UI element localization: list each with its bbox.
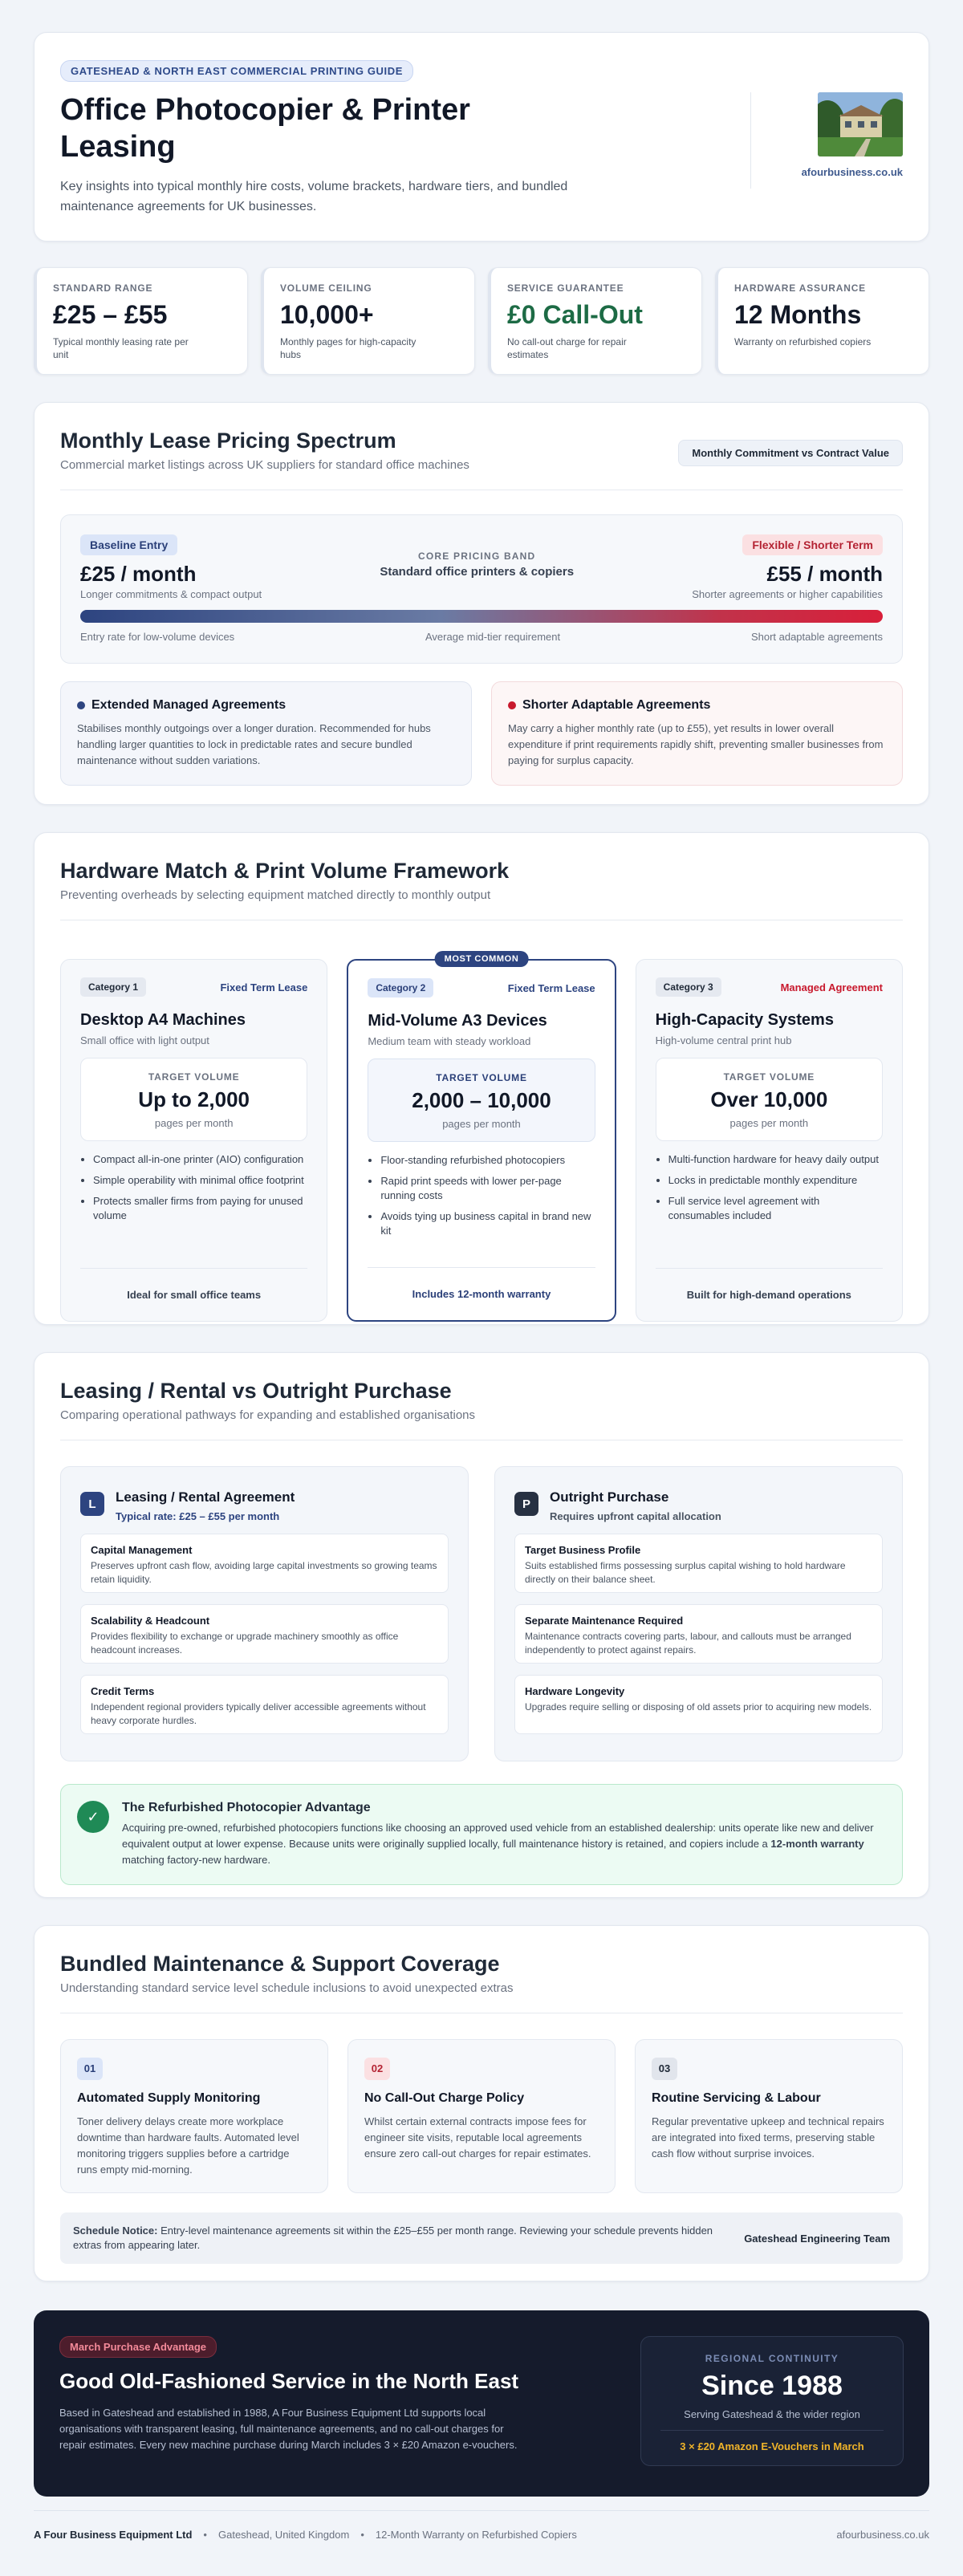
item-desc: Upgrades require selling or disposing of old assets prior to acquiring new models.	[525, 1701, 872, 1713]
stat-label: HARDWARE ASSURANCE	[734, 282, 866, 294]
tier-sub: High-volume central print hub	[655, 1034, 792, 1046]
stat-volume-ceiling	[261, 267, 475, 375]
target-volume-box	[368, 1058, 595, 1142]
tier-term: Fixed Term Lease	[220, 981, 308, 993]
section-subtitle: Understanding standard service level schedule inclusions to avoid unexpected extras	[60, 1981, 514, 1995]
card-title: Automated Supply Monitoring	[77, 2091, 261, 2105]
guide-eyebrow: GATESHEAD & NORTH EAST COMMERCIAL PRINTING GUIDE	[60, 60, 413, 82]
volume-value: Over 10,000	[710, 1087, 828, 1111]
march-badge: March Purchase Advantage	[59, 2336, 217, 2358]
lease-column	[60, 1466, 469, 1761]
comparison-item	[514, 1604, 883, 1664]
comparison-columns	[60, 1466, 903, 1761]
comparison-item	[514, 1534, 883, 1593]
lease-letter-icon: L	[80, 1492, 104, 1516]
voucher-offer: 3 × £20 Amazon E-Vouchers in March	[680, 2440, 864, 2452]
footer-warranty: 12-Month Warranty on Refurbished Copiers	[375, 2529, 577, 2541]
section-title: Leasing / Rental vs Outright Purchase	[60, 1379, 452, 1403]
item-title: Hardware Longevity	[525, 1685, 625, 1697]
tier-term: Managed Agreement	[780, 981, 883, 993]
stat-desc: Monthly pages for high-capacity hubs	[280, 336, 416, 360]
item-title: Credit Terms	[91, 1685, 155, 1697]
tier-sub: Medium team with steady workload	[368, 1035, 531, 1047]
volume-unit: pages per month	[442, 1118, 521, 1130]
flexible-note: Shorter agreements or higher capabilities	[692, 588, 883, 600]
maintenance-cards	[60, 2039, 903, 2193]
target-volume-box	[80, 1058, 307, 1141]
volume-value: Up to 2,000	[138, 1087, 250, 1111]
card-number: 02	[364, 2058, 390, 2080]
section-title: Bundled Maintenance & Support Coverage	[60, 1952, 500, 1976]
hardware-section	[34, 832, 929, 1325]
schedule-notice	[60, 2212, 903, 2264]
comparison-item	[80, 1675, 449, 1734]
item-title: Separate Maintenance Required	[525, 1615, 684, 1627]
refurb-title: The Refurbished Photocopier Advantage	[122, 1801, 371, 1814]
volume-value: 2,000 – 10,000	[412, 1088, 551, 1112]
stat-desc: Typical monthly leasing rate per unit	[53, 336, 189, 360]
volume-unit: pages per month	[154, 1117, 234, 1129]
card-number: 03	[652, 2058, 677, 2080]
separator-dot-icon: •	[203, 2529, 207, 2541]
banner-title: Good Old-Fashioned Service in the North East	[59, 2369, 519, 2393]
volume-unit: pages per month	[729, 1117, 809, 1129]
item-desc: Maintenance contracts covering parts, labour, and callouts must be arranged independently to protect against repairs.	[525, 1631, 851, 1656]
list-item: • Full service level agreement with consumables included	[668, 1194, 883, 1223]
card-desc: Whilst certain external contracts impose fees for engineer site visits, reputable local agreements ensure zero call-out charges for repair estimates.	[364, 2115, 591, 2160]
box-label: REGIONAL CONTINUITY	[705, 2353, 839, 2364]
pricing-spectrum	[60, 514, 903, 664]
spectrum-foot-right: Short adaptable agreements	[750, 631, 883, 643]
separator-dot-icon: •	[360, 2529, 364, 2541]
volume-label: TARGET VOLUME	[148, 1071, 240, 1083]
list-item: • Compact all-in-one printer (AIO) configuration	[93, 1152, 307, 1167]
list-item: • Floor-standing refurbished photocopiers	[380, 1153, 595, 1168]
card-title: Routine Servicing & Labour	[652, 2091, 821, 2105]
agreement-title: Extended Managed Agreements	[91, 698, 286, 712]
tier-sub: Small office with light output	[80, 1034, 209, 1046]
banner-desc: Based in Gateshead and established in 1988, A Four Business Equipment Ltd supports local organisations with transparent leasing, full maintenance agreements, and no call-out charges for repair estimates. Every new machine purchase during March includes 3 × £20 Amazon e-vouchers.	[59, 2407, 518, 2451]
volume-label: TARGET VOLUME	[723, 1071, 815, 1083]
header-brand	[750, 92, 903, 189]
stat-label: VOLUME CEILING	[280, 282, 372, 294]
page-description: Key insights into typical monthly hire costs, volume brackets, hardware tiers, and bundled maintenance agreements for UK businesses.	[60, 180, 568, 213]
tier-name: Mid-Volume A3 Devices	[368, 1012, 547, 1030]
comparison-section	[34, 1352, 929, 1898]
tier-card-desktop	[60, 959, 327, 1322]
hardware-tiers	[60, 954, 903, 1322]
refurb-desc: Acquiring pre-owned, refurbished photocopiers functions like choosing an approved used vehicle from an established dealership: units operate like new and deliver equivalent output at lower expense. Because units were originally supplied locally, full maintenance history is retained, and copiers include a 12-month warranty matching factory-new hardware.	[122, 1822, 874, 1866]
header-card	[34, 32, 929, 242]
regional-continuity-box	[640, 2336, 904, 2466]
notice-team: Gateshead Engineering Team	[744, 2232, 890, 2245]
item-title: Scalability & Headcount	[91, 1615, 210, 1627]
item-title: Target Business Profile	[525, 1544, 641, 1556]
feature-list	[656, 1152, 883, 1223]
tier-category: Category 2	[368, 978, 433, 997]
agreement-desc: Stabilises monthly outgoings over a longer duration. Recommended for hubs handling larger quantities to lock in predictable rates and secure bundled maintenance without sudden variations.	[77, 722, 431, 766]
page-footer	[34, 2510, 929, 2558]
spectrum-foot-center: Average mid-tier requirement	[425, 631, 561, 643]
pricing-section	[34, 402, 929, 805]
stat-label: STANDARD RANGE	[53, 282, 153, 294]
card-number: 01	[77, 2058, 103, 2080]
footer-domain[interactable]: afourbusiness.co.uk	[836, 2529, 929, 2541]
tier-card-mid-volume	[347, 954, 616, 1322]
stat-value: £25 – £55	[53, 300, 168, 329]
item-title: Capital Management	[91, 1544, 193, 1556]
agreement-title: Shorter Adaptable Agreements	[522, 698, 711, 712]
list-item: • Protects smaller firms from paying for unused volume	[93, 1194, 307, 1223]
most-common-badge: MOST COMMON	[435, 951, 529, 967]
tier-card-high-capacity	[636, 959, 903, 1322]
comparison-item	[514, 1675, 883, 1734]
tier-footer: Includes 12-month warranty	[368, 1267, 595, 1320]
header-domain[interactable]: afourbusiness.co.uk	[801, 166, 903, 178]
maintenance-card	[347, 2039, 616, 2193]
tier-footer: Ideal for small office teams	[80, 1268, 307, 1321]
tier-term: Fixed Term Lease	[507, 981, 595, 994]
pricing-tag: Monthly Commitment vs Contract Value	[678, 440, 903, 466]
item-desc: Preserves upfront cash flow, avoiding large capital investments so growing teams retain liquidity.	[91, 1560, 437, 1585]
notice-text: Schedule Notice: Entry-level maintenance agreements sit within the £25–£55 per month range. Reviewing your schedule prevents hidden extras from appearing later.	[73, 2225, 713, 2251]
feature-list	[368, 1153, 595, 1238]
agreement-cards	[60, 681, 903, 786]
service-banner	[34, 2310, 929, 2497]
box-sub: Serving Gateshead & the wider region	[684, 2408, 860, 2420]
tier-footer: Built for high-demand operations	[656, 1268, 883, 1321]
comparison-item	[80, 1604, 449, 1664]
stat-desc: No call-out charge for repair estimates	[507, 336, 627, 360]
flexible-price: £55 / month	[766, 562, 883, 586]
key-stats	[34, 267, 929, 375]
volume-label: TARGET VOLUME	[436, 1072, 527, 1083]
tier-category: Category 3	[656, 977, 721, 997]
card-desc: Regular preventative upkeep and technical repairs are integrated into fixed terms, preserving stable cash flow without surprise invoices.	[652, 2115, 884, 2160]
column-title: Leasing / Rental Agreement	[116, 1489, 295, 1505]
stat-value: 10,000+	[280, 300, 374, 329]
item-desc: Suits established firms possessing surplus capital wishing to hold hardware directly on their balance sheet.	[525, 1560, 846, 1585]
office-building-photo	[818, 92, 903, 156]
purchase-letter-icon: P	[514, 1492, 538, 1516]
pricing-gradient-bar	[80, 610, 883, 623]
section-subtitle: Preventing overheads by selecting equipment matched directly to monthly output	[60, 888, 491, 902]
list-item: • Locks in predictable monthly expenditure	[668, 1173, 883, 1188]
stat-label: SERVICE GUARANTEE	[507, 282, 624, 294]
comparison-item	[80, 1534, 449, 1593]
list-item: • Multi-function hardware for heavy daily output	[668, 1152, 883, 1167]
core-band-value: Standard office printers & copiers	[380, 565, 575, 579]
section-subtitle: Commercial market listings across UK suppliers for standard office machines	[60, 458, 469, 472]
stat-service-guarantee	[488, 267, 702, 375]
maintenance-card	[635, 2039, 903, 2193]
divider	[660, 2430, 884, 2431]
stat-standard-range	[34, 267, 248, 375]
shorter-agreement-card	[491, 681, 903, 786]
page-title: Office Photocopier & Printer Leasing	[60, 93, 470, 164]
list-item: • Avoids tying up business capital in brand new kit	[380, 1209, 595, 1238]
agreement-desc: May carry a higher monthly rate (up to £55), yet results in lower overall expenditure if print requirements rapidly shift, preventing smaller businesses from paying for surplus capacity.	[508, 722, 884, 766]
section-subtitle: Comparing operational pathways for expanding and established organisations	[60, 1408, 476, 1422]
card-title: No Call-Out Charge Policy	[364, 2091, 525, 2105]
column-rate: Requires upfront capital allocation	[550, 1510, 721, 1522]
tier-name: High-Capacity Systems	[655, 1011, 834, 1029]
bullet-dot-icon	[508, 701, 516, 709]
column-title: Outright Purchase	[550, 1489, 669, 1505]
bullet-dot-icon	[77, 701, 85, 709]
tier-name: Desktop A4 Machines	[80, 1011, 246, 1029]
check-icon: ✓	[77, 1801, 109, 1833]
stat-value: £0 Call-Out	[507, 300, 643, 329]
tier-category: Category 1	[80, 977, 146, 997]
maintenance-card	[60, 2039, 328, 2193]
box-value: Since 1988	[701, 2371, 843, 2401]
maintenance-section	[34, 1925, 929, 2281]
list-item: • Simple operability with minimal office footprint	[93, 1173, 307, 1188]
stat-desc: Warranty on refurbished copiers	[734, 336, 872, 347]
section-title: Monthly Lease Pricing Spectrum	[60, 429, 396, 453]
target-volume-box	[656, 1058, 883, 1141]
flexible-badge: Flexible / Shorter Term	[742, 534, 883, 555]
feature-list	[80, 1152, 307, 1223]
footer-location: Gateshead, United Kingdom	[217, 2529, 350, 2541]
extended-agreement-card	[60, 681, 472, 786]
item-desc: Provides flexibility to exchange or upgrade machinery smoothly as office headcount increases.	[91, 1631, 399, 1656]
baseline-price: £25 / month	[80, 562, 197, 586]
spectrum-foot-left: Entry rate for low-volume devices	[80, 631, 235, 643]
list-item: • Rapid print speeds with lower per-page running costs	[380, 1174, 595, 1203]
column-rate: Typical rate: £25 – £55 per month	[116, 1510, 280, 1522]
item-desc: Independent regional providers typically deliver accessible agreements without heavy corporate hurdles.	[91, 1701, 426, 1726]
baseline-note: Longer commitments & compact output	[80, 588, 262, 600]
card-desc: Toner delivery delays create more workplace downtime than hardware faults. Automated level monitoring triggers supplies before a cartridge runs empty mid-morning.	[77, 2115, 299, 2176]
stat-hardware-assurance	[715, 267, 929, 375]
core-band-label: CORE PRICING BAND	[418, 551, 536, 562]
refurbished-advantage	[60, 1784, 903, 1885]
stat-value: 12 Months	[734, 300, 862, 329]
baseline-badge: Baseline Entry	[80, 534, 177, 555]
purchase-column	[494, 1466, 903, 1761]
footer-company: A Four Business Equipment Ltd	[34, 2529, 193, 2541]
section-title: Hardware Match & Print Volume Framework	[60, 859, 510, 883]
